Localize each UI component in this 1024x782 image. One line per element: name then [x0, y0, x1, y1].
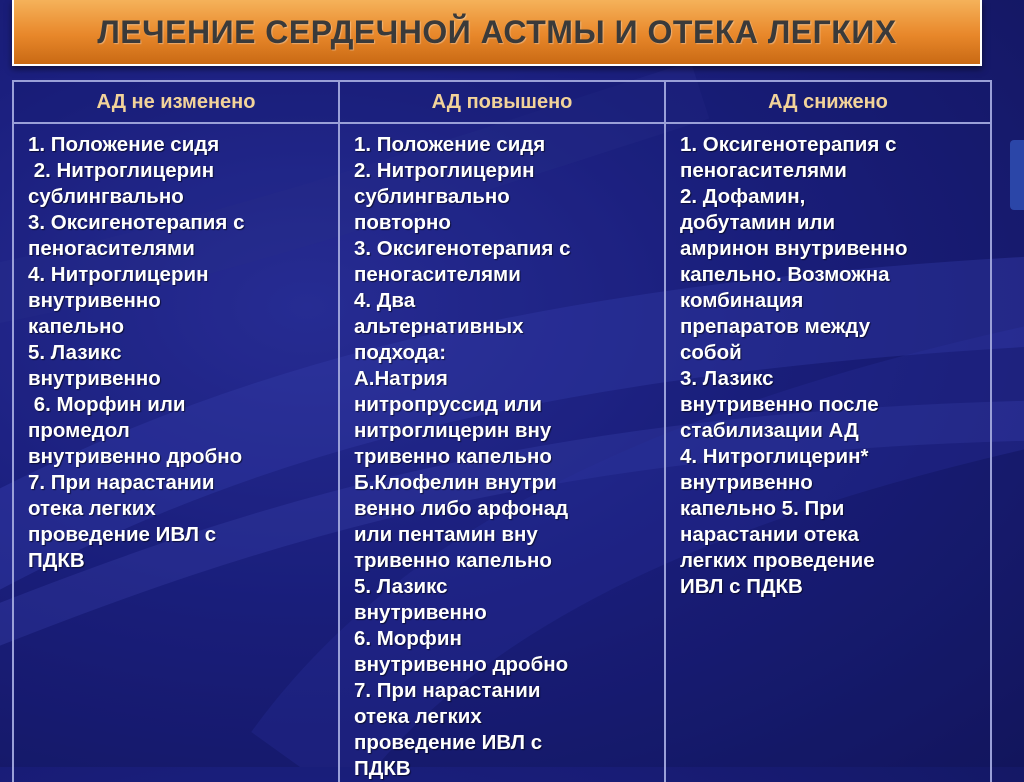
treatment-line: 7. При нарастании: [354, 679, 541, 702]
treatment-line: пеногасителями: [354, 263, 521, 286]
table-body-row: [13, 123, 991, 782]
treatment-line: проведение ИВЛ с: [28, 523, 217, 546]
treatment-line: тривенно капельно: [354, 549, 552, 572]
treatment-line: нитроглицерин вну: [354, 419, 552, 442]
treatment-list-high-bp: [354, 132, 656, 782]
column-header-low-bp: АД снижено: [665, 81, 991, 123]
side-tab-decoration: [1010, 140, 1024, 210]
treatment-line: альтернативных: [354, 315, 524, 338]
treatment-line: 5. Лазикс: [28, 341, 122, 364]
treatment-line: ИВЛ с ПДКВ: [680, 575, 803, 598]
column-header-high-bp: АД повышено: [339, 81, 665, 123]
treatment-line: повторно: [354, 211, 451, 234]
treatment-line: отека легких: [28, 497, 156, 520]
cell-normal-bp: [13, 123, 339, 782]
treatment-line: Б.Клофелин внутри: [354, 471, 557, 494]
treatment-line: 6. Морфин или: [28, 393, 186, 416]
column-header-normal-bp: АД не изменено: [13, 81, 339, 123]
treatment-line: собой: [680, 341, 742, 364]
treatment-line: препаратов между: [680, 315, 871, 338]
treatment-line: добутамин или: [680, 211, 836, 234]
treatment-line: 6. Морфин: [354, 627, 462, 650]
treatment-line: 4. Два: [354, 289, 416, 312]
treatment-line: сублингвально: [28, 185, 184, 208]
treatment-line: капельно: [28, 315, 124, 338]
treatment-line: 3. Оксигенотерапия с: [28, 211, 245, 234]
treatment-line: отека легких: [354, 705, 482, 728]
treatment-line: 1. Положение сидя: [354, 133, 546, 156]
treatment-line: сублингвально: [354, 185, 510, 208]
treatment-list-low-bp: [680, 132, 982, 600]
treatment-table: [12, 80, 992, 782]
treatment-line: проведение ИВЛ с: [354, 731, 543, 754]
treatment-line: внутривенно: [354, 601, 487, 624]
treatment-line: 2. Нитроглицерин: [28, 159, 215, 182]
treatment-line: 1. Положение сидя: [28, 133, 220, 156]
treatment-line: 2. Дофамин,: [680, 185, 806, 208]
treatment-line: 4. Нитроглицерин: [28, 263, 209, 286]
treatment-line: внутривенно дробно: [354, 653, 569, 676]
treatment-line: венно либо арфонад: [354, 497, 569, 520]
treatment-line: 3. Оксигенотерапия с: [354, 237, 571, 260]
treatment-line: 2. Нитроглицерин: [354, 159, 535, 182]
table-header-row: [13, 81, 991, 123]
treatment-line: тривенно капельно: [354, 445, 552, 468]
treatment-list-normal-bp: [28, 132, 330, 574]
treatment-line: промедол: [28, 419, 130, 442]
treatment-line: 3. Лазикс: [680, 367, 774, 390]
treatment-line: внутривенно: [28, 367, 161, 390]
treatment-line: ПДКВ: [28, 549, 85, 572]
treatment-line: или пентамин вну: [354, 523, 538, 546]
cell-high-bp: [339, 123, 665, 782]
treatment-line: капельно 5. При: [680, 497, 845, 520]
treatment-line: ПДКВ: [354, 757, 411, 780]
treatment-line: стабилизации АД: [680, 419, 859, 442]
treatment-line: внутривенно после: [680, 393, 879, 416]
treatment-line: легких проведение: [680, 549, 875, 572]
treatment-line: амринон внутривенно: [680, 237, 908, 260]
treatment-line: 5. Лазикс: [354, 575, 448, 598]
treatment-line: нитропруссид или: [354, 393, 542, 416]
treatment-line: нарастании отека: [680, 523, 859, 546]
treatment-line: капельно. Возможна: [680, 263, 890, 286]
treatment-line: 7. При нарастании: [28, 471, 215, 494]
treatment-line: внутривенно дробно: [28, 445, 243, 468]
title-bar: [12, 0, 982, 66]
cell-low-bp: [665, 123, 991, 782]
treatment-line: А.Натрия: [354, 367, 448, 390]
slide-title: ЛЕЧЕНИЕ СЕРДЕЧНОЙ АСТМЫ И ОТЕКА ЛЕГКИХ: [97, 13, 897, 50]
treatment-line: пеногасителями: [28, 237, 195, 260]
treatment-line: пеногасителями: [680, 159, 847, 182]
treatment-line: внутривенно: [28, 289, 161, 312]
treatment-line: 4. Нитроглицерин*: [680, 445, 869, 468]
treatment-line: комбинация: [680, 289, 804, 312]
treatment-line: подхода:: [354, 341, 447, 364]
treatment-line: внутривенно: [680, 471, 813, 494]
treatment-line: 1. Оксигенотерапия с: [680, 133, 897, 156]
